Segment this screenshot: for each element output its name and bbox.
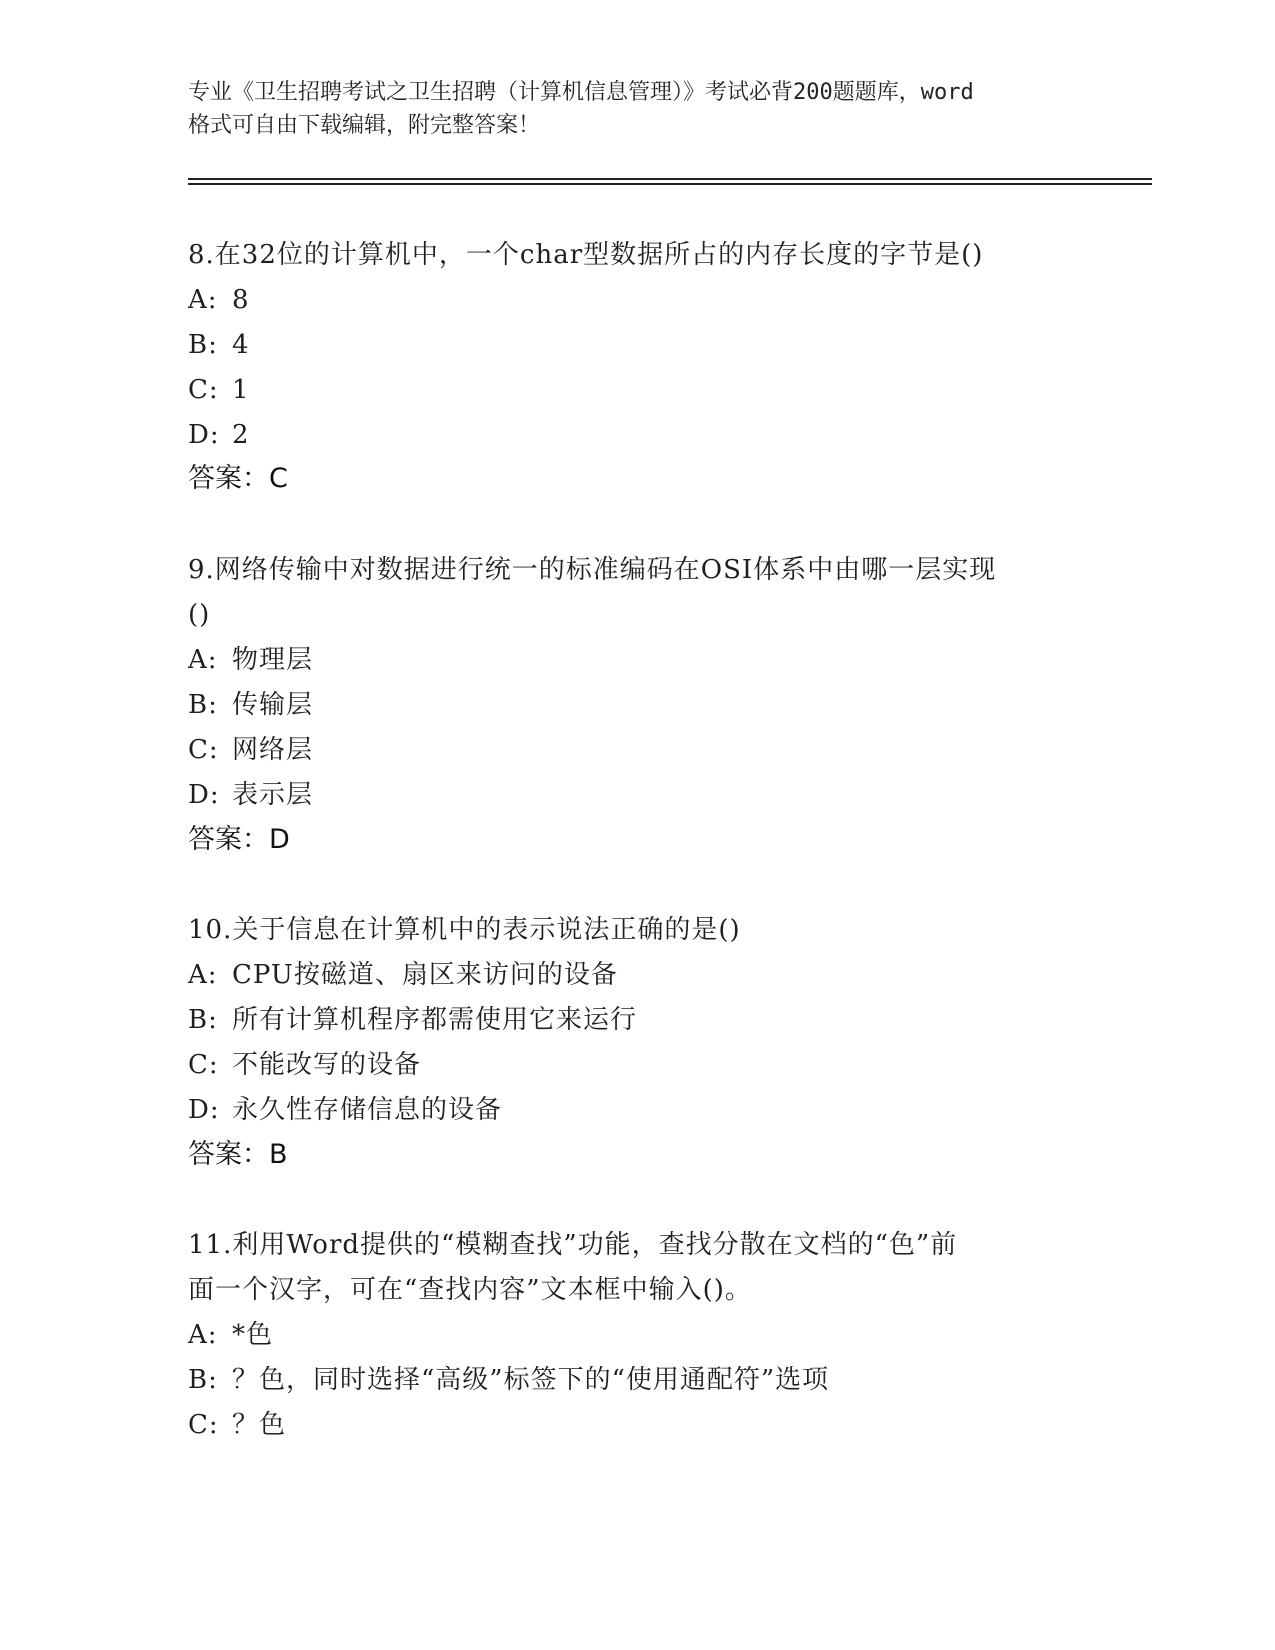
option-key: B: bbox=[188, 690, 218, 720]
option-text: ？色，同时选择“高级”标签下的“使用通配符”选项 bbox=[232, 1365, 830, 1395]
option-key: A: bbox=[188, 960, 218, 990]
question-stem-continued: () bbox=[188, 600, 211, 630]
option-c bbox=[188, 1048, 421, 1082]
option-key: C: bbox=[188, 735, 219, 765]
option-text: 1 bbox=[232, 375, 250, 405]
header-line-2: 格式可自由下载编辑，附完整答案！ bbox=[188, 113, 541, 138]
answer-label: 答案：D bbox=[188, 824, 290, 855]
option-key: A: bbox=[188, 285, 218, 315]
option-c bbox=[188, 373, 250, 407]
option-key: B: bbox=[188, 330, 218, 360]
answer-label: 答案：B bbox=[188, 1139, 288, 1170]
option-key: A: bbox=[188, 1320, 218, 1350]
question-stem: 8.在32位的计算机中，一个char型数据所占的内存长度的字节是() bbox=[188, 240, 984, 270]
option-c bbox=[188, 1408, 286, 1442]
option-key: B: bbox=[188, 1005, 218, 1035]
option-text: *色 bbox=[232, 1320, 274, 1350]
option-a bbox=[188, 283, 250, 317]
option-a bbox=[188, 643, 313, 677]
option-a bbox=[188, 958, 618, 992]
document-header bbox=[188, 76, 1098, 142]
option-text: 物理层 bbox=[232, 645, 314, 675]
option-key: C: bbox=[188, 1050, 219, 1080]
option-b bbox=[188, 688, 313, 722]
option-text: 不能改写的设备 bbox=[232, 1050, 422, 1080]
option-a bbox=[188, 1318, 273, 1352]
question-stem: 10.关于信息在计算机中的表示说法正确的是() bbox=[188, 915, 741, 945]
question-stem: 9.网络传输中对数据进行统一的标准编码在OSI体系中由哪一层实现 bbox=[188, 555, 997, 585]
option-text: 所有计算机程序都需使用它来运行 bbox=[232, 1005, 638, 1035]
option-key: D: bbox=[188, 420, 220, 450]
option-key: A: bbox=[188, 645, 218, 675]
option-text: 永久性存储信息的设备 bbox=[232, 1095, 503, 1125]
question-stem-continued: 面一个汉字，可在“查找内容”文本框中输入()。 bbox=[188, 1275, 752, 1305]
option-text: 表示层 bbox=[232, 780, 314, 810]
answer-label: 答案：C bbox=[188, 463, 288, 494]
option-key: B: bbox=[188, 1365, 218, 1395]
option-b bbox=[188, 328, 250, 362]
header-divider-top bbox=[188, 178, 1152, 180]
header-divider-bottom bbox=[188, 183, 1152, 185]
option-c bbox=[188, 733, 313, 767]
option-key: D: bbox=[188, 780, 220, 810]
question-stem: 11.利用Word提供的“模糊查找”功能，查找分散在文档的“色”前 bbox=[188, 1230, 958, 1260]
option-text: 4 bbox=[232, 330, 250, 360]
option-text: 网络层 bbox=[232, 735, 314, 765]
option-b bbox=[188, 1363, 829, 1397]
option-text: ？色 bbox=[232, 1410, 287, 1440]
option-key: D: bbox=[188, 1095, 220, 1125]
option-key: C: bbox=[188, 1410, 219, 1440]
option-key: C: bbox=[188, 375, 219, 405]
header-line-1: 专业《卫生招聘考试之卫生招聘（计算机信息管理）》考试必背200题题库，word bbox=[188, 80, 974, 105]
option-text: 传输层 bbox=[232, 690, 314, 720]
option-d bbox=[188, 778, 313, 812]
option-text: 8 bbox=[232, 285, 250, 315]
option-d bbox=[188, 418, 250, 452]
option-text: 2 bbox=[232, 420, 250, 450]
option-d bbox=[188, 1093, 502, 1127]
option-text: CPU按磁道、扇区来访问的设备 bbox=[232, 960, 618, 990]
option-b bbox=[188, 1003, 637, 1037]
